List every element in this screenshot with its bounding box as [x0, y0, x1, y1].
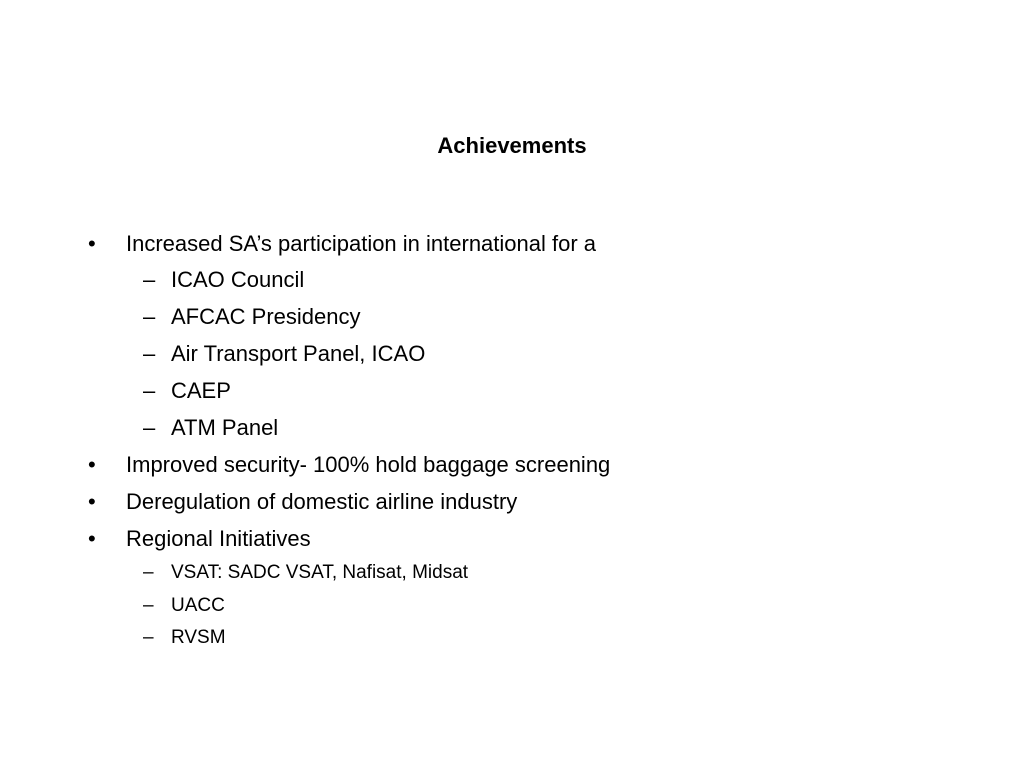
bullet-marker: •: [88, 489, 96, 514]
sub-item-text: RVSM: [171, 627, 226, 648]
dash-marker: –: [143, 341, 156, 366]
dash-marker: –: [143, 267, 156, 292]
dash-marker: –: [143, 627, 154, 648]
sub-item-text: Air Transport Panel, ICAO: [171, 341, 426, 366]
dash-marker: –: [143, 415, 156, 440]
sub-item-text: ATM Panel: [171, 415, 279, 440]
sub-item-text: AFCAC Presidency: [171, 304, 361, 329]
dash-marker: –: [143, 378, 156, 403]
sub-item-text: CAEP: [171, 378, 231, 403]
dash-marker: –: [143, 304, 156, 329]
dash-marker: –: [143, 595, 154, 616]
sub-item-text: ICAO Council: [171, 267, 305, 292]
sub-item-text: UACC: [171, 595, 225, 616]
bullet-text: Deregulation of domestic airline industry: [126, 489, 518, 514]
bullet-marker: •: [88, 526, 96, 551]
slide-title: Achievements: [437, 133, 587, 158]
sub-item-text: VSAT: SADC VSAT, Nafisat, Midsat: [171, 562, 469, 583]
bullet-text: Regional Initiatives: [126, 526, 311, 551]
bullet-text: Improved security- 100% hold baggage screening: [126, 452, 611, 477]
dash-marker: –: [143, 562, 154, 583]
bullet-text: Increased SA’s participation in international for a: [126, 231, 597, 256]
bullet-marker: •: [88, 231, 96, 256]
bullet-marker: •: [88, 452, 96, 477]
